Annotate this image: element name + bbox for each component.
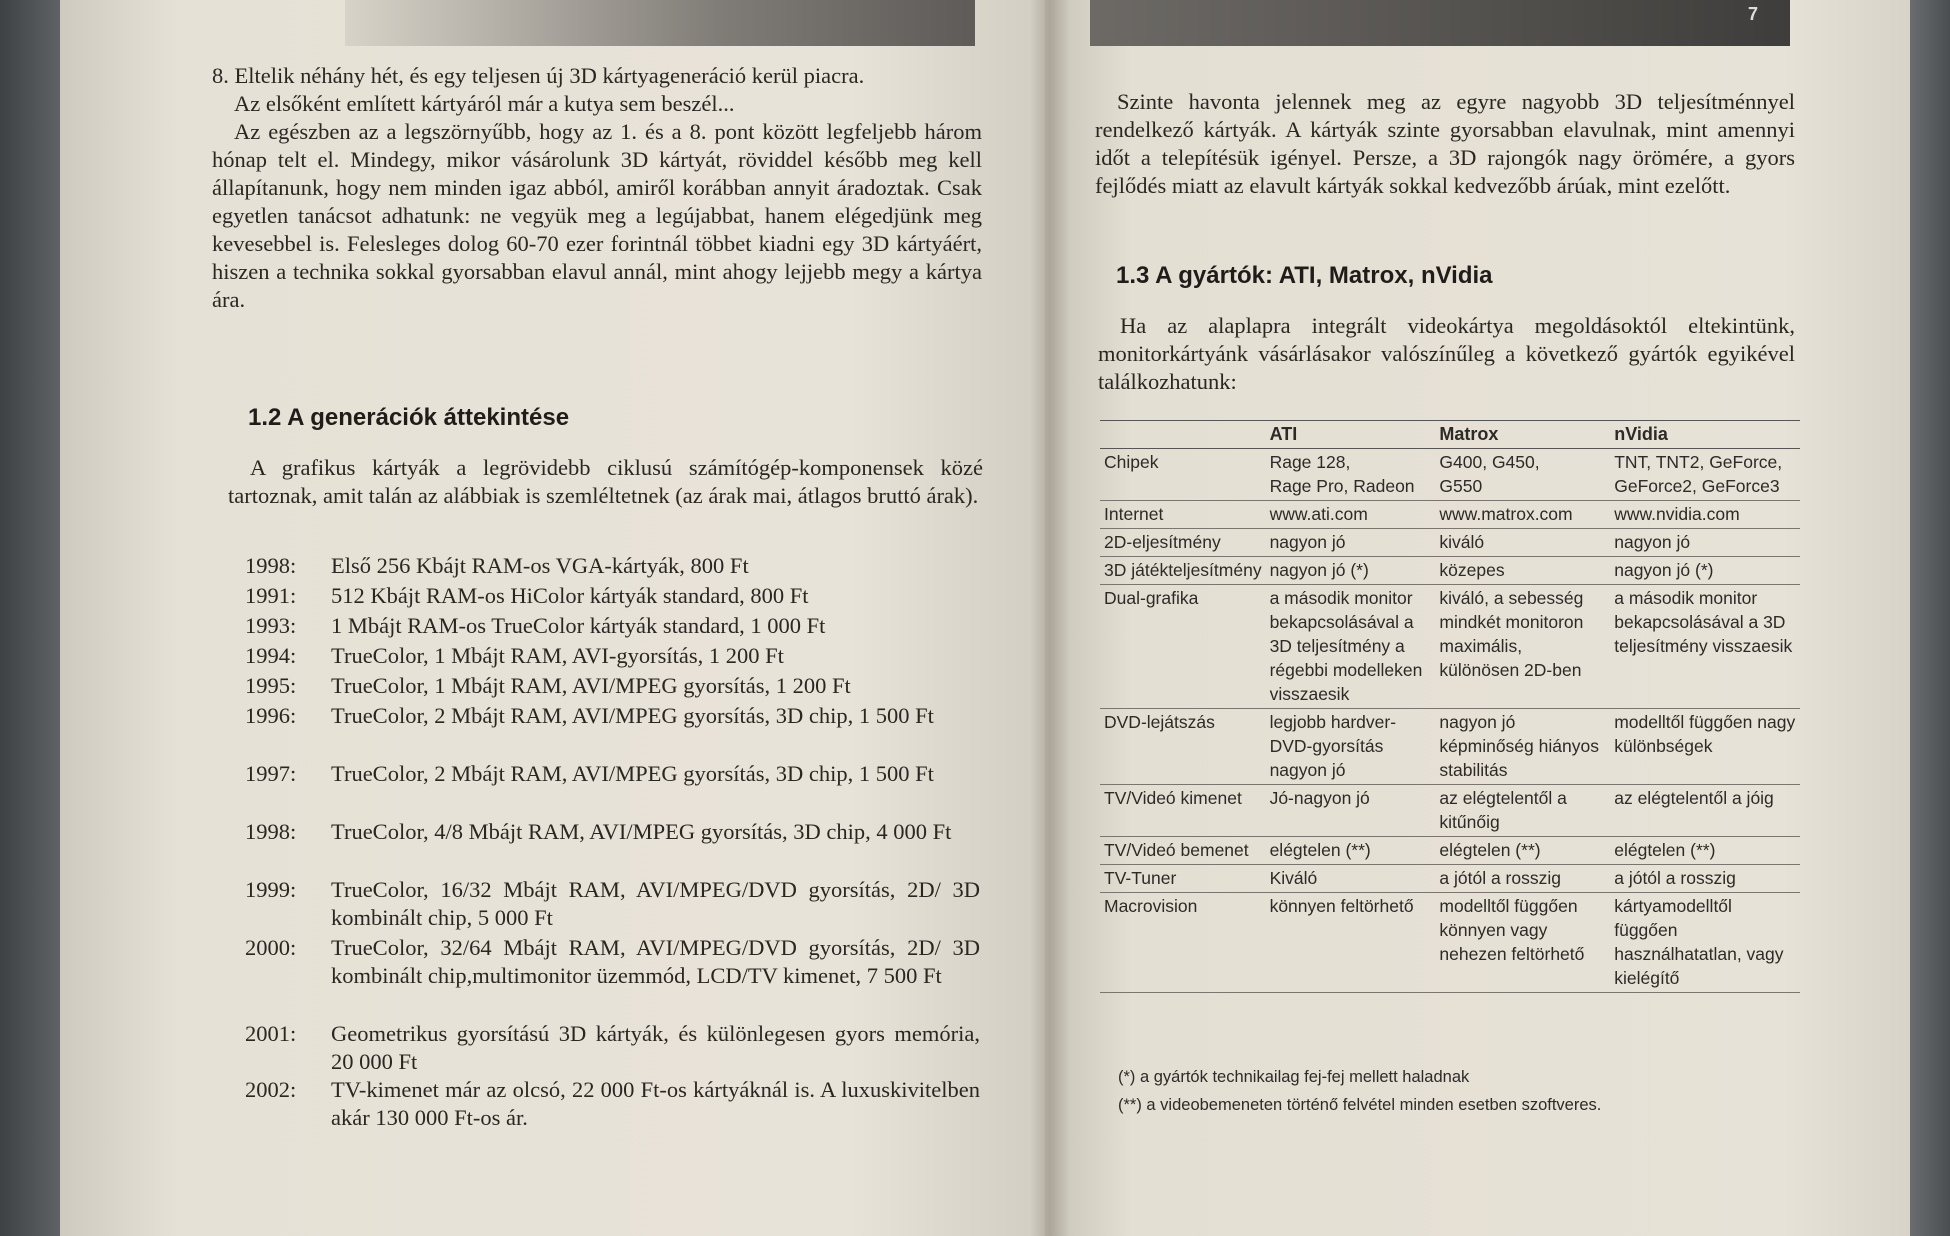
table-row xyxy=(1100,557,1800,585)
nvidia-cell: www.nvidia.com xyxy=(1610,501,1800,529)
timeline-year: 2000: xyxy=(245,935,297,960)
timeline-year: 1994: xyxy=(245,643,297,668)
section-1-2-title: 1.2 A generációk áttekintése xyxy=(248,404,570,431)
table-row xyxy=(1100,709,1800,785)
matrox-cell: modelltől függően könnyen vagy nehezen feltörhető xyxy=(1435,893,1610,993)
table-header-cell: nVidia xyxy=(1610,421,1800,449)
ati-cell: könnyen feltörhető xyxy=(1266,893,1436,993)
timeline-year: 1997: xyxy=(245,761,297,786)
matrox-cell: kiváló, a sebesség mindkét monitoron maximális, különösen 2D-ben xyxy=(1435,585,1610,709)
background-right xyxy=(1910,0,1950,1236)
row-label: TV-Tuner xyxy=(1100,865,1266,893)
table-header-row xyxy=(1100,421,1800,449)
table-header-cell xyxy=(1100,421,1266,449)
row-label: 2D-eljesítmény xyxy=(1100,529,1266,557)
right-header-bar xyxy=(1090,0,1790,46)
timeline-year: 1996: xyxy=(245,703,297,728)
ati-cell: legjobb hardver-DVD-gyorsítás nagyon jó xyxy=(1266,709,1436,785)
nvidia-cell: a második monitor bekapcsolásával a 3D teljesítmény visszaesik xyxy=(1610,585,1800,709)
timeline-text: TrueColor, 16/32 Mbájt RAM, AVI/MPEG/DVD gyorsítás, 2D/ 3D kombinált chip, 5 000 Ft xyxy=(331,877,980,930)
table-header-cell: ATI xyxy=(1266,421,1436,449)
timeline-year: 1991: xyxy=(245,583,297,608)
timeline-text: 512 Kbájt RAM-os HiColor kártyák standard, 800 Ft xyxy=(331,583,809,608)
table-header-cell: Matrox xyxy=(1435,421,1610,449)
page-number: 7 xyxy=(1748,4,1759,24)
timeline-year: 1995: xyxy=(245,673,297,698)
nvidia-cell: kártyamodelltől függően használhatatlan, vagy kielégítő xyxy=(1610,893,1800,993)
section-1-3-text: Ha az alaplapra integrált videokártya megoldásoktól eltekintünk, monitorkártyánk vásárlásakor valószínűleg a következő gyártók egyikével találkozhatunk: xyxy=(1098,313,1795,394)
row-label: 3D játékteljesítmény xyxy=(1100,557,1266,585)
timeline-year: 1998: xyxy=(245,553,297,578)
section-1-3-paragraph xyxy=(1098,312,1795,396)
background-left xyxy=(0,0,60,1236)
row-label: TV/Videó kimenet xyxy=(1100,785,1266,837)
matrox-cell: nagyon jó képminőség hiányos stabilitás xyxy=(1435,709,1610,785)
nvidia-cell: TNT, TNT2, GeForce, GeForce2, GeForce3 xyxy=(1610,449,1800,501)
ati-cell: nagyon jó xyxy=(1266,529,1436,557)
right-top-paragraph xyxy=(1095,88,1795,200)
footnote-1: (*) a gyártók technikailag fej-fej mellett haladnak xyxy=(1118,1068,1470,1086)
row-label: Macrovision xyxy=(1100,893,1266,993)
nvidia-cell: a jótól a rosszig xyxy=(1610,865,1800,893)
row-label: Dual-grafika xyxy=(1100,585,1266,709)
row-label: Chipek xyxy=(1100,449,1266,501)
timeline-year: 2001: xyxy=(245,1021,297,1046)
timeline-year: 2002: xyxy=(245,1077,297,1102)
row-label: TV/Videó bemenet xyxy=(1100,837,1266,865)
nvidia-cell: nagyon jó (*) xyxy=(1610,557,1800,585)
item-8-text: 8. Eltelik néhány hét, és egy teljesen új 3D kártyageneráció kerül piacra. xyxy=(212,63,865,88)
ati-cell: Kiváló xyxy=(1266,865,1436,893)
ati-cell: www.ati.com xyxy=(1266,501,1436,529)
matrox-cell: a jótól a rosszig xyxy=(1435,865,1610,893)
matrox-cell: www.matrox.com xyxy=(1435,501,1610,529)
table-row xyxy=(1100,837,1800,865)
intro-paragraph-2: Az elsőként említett kártyáról már a kutya sem beszél... xyxy=(234,91,735,116)
timeline-year: 1999: xyxy=(245,877,297,902)
timeline-year: 1998: xyxy=(245,819,297,844)
right-top-text: Szinte havonta jelennek meg az egyre nagyobb 3D teljesítménnyel rendelkező kártyák. A kártyák szinte gyorsabban elavulnak, mint amennyi időt a telepítésük igényel. Persze, a 3D rajongók nagy örömére, a gyors fejlődés miatt az elavult kártyák sokkal kedvezőbb árúak, mint ezelőtt. xyxy=(1095,89,1795,198)
nvidia-cell: az elégtelentől a jóig xyxy=(1610,785,1800,837)
ati-cell: elégtelen (**) xyxy=(1266,837,1436,865)
nvidia-cell: nagyon jó xyxy=(1610,529,1800,557)
table-row xyxy=(1100,501,1800,529)
intro-block xyxy=(212,62,982,314)
section-1-2-text: A grafikus kártyák a legrövidebb ciklusú számítógép-komponensek közé tartoznak, amit talán az alábbiak is szemléltetnek (az árak mai, átlagos bruttó árak). xyxy=(228,455,983,508)
matrox-cell: kiváló xyxy=(1435,529,1610,557)
timeline-text: TrueColor, 1 Mbájt RAM, AVI/MPEG gyorsítás, 1 200 Ft xyxy=(331,673,851,698)
matrox-cell: elégtelen (**) xyxy=(1435,837,1610,865)
nvidia-cell: elégtelen (**) xyxy=(1610,837,1800,865)
matrox-cell: G400, G450, G550 xyxy=(1435,449,1610,501)
matrox-cell: az elégtelentől a kitűnőig xyxy=(1435,785,1610,837)
ati-cell: Jó-nagyon jó xyxy=(1266,785,1436,837)
table-row xyxy=(1100,865,1800,893)
table-row xyxy=(1100,585,1800,709)
table-row xyxy=(1100,893,1800,993)
timeline-text: Geometrikus gyorsítású 3D kártyák, és különlegesen gyors memória, 20 000 Ft xyxy=(331,1021,980,1074)
intro-paragraph-3: Az egészben az a legszörnyűbb, hogy az 1. és a 8. pont között legfeljebb három hónap telt el. Mindegy, mikor vásárolunk 3D kártyát, röviddel később meg kell állapítanunk, hogy nem minden igaz abból, amiről korábban annyit áradoztak. Csak egyetlen tanácsot adhatunk: ne vegyük meg a legújabbat, hanem elégedjünk meg kevesebbel is. Felesleges dolog 60-70 ezer forintnál többet kiadni egy 3D kártyáért, hiszen a technika sokkal gyorsabban elavul annál, mint ahogy lejjebb megy a kártya ára. xyxy=(212,119,982,312)
timeline-text: TrueColor, 32/64 Mbájt RAM, AVI/MPEG/DVD gyorsítás, 2D/ 3D kombinált chip,multimonitor üzemmód, LCD/TV kimenet, 7 500 Ft xyxy=(331,935,980,988)
footnote-2: (**) a videobemeneten történő felvétel minden esetben szoftveres. xyxy=(1118,1096,1602,1114)
ati-cell: a második monitor bekapcsolásával a 3D teljesítmény a régebbi modelleken visszaesik xyxy=(1266,585,1436,709)
book-gutter xyxy=(1030,0,1070,1236)
row-label: Internet xyxy=(1100,501,1266,529)
timeline-text: TrueColor, 4/8 Mbájt RAM, AVI/MPEG gyorsítás, 3D chip, 4 000 Ft xyxy=(331,819,952,844)
manufacturer-table xyxy=(1100,420,1800,993)
ati-cell: nagyon jó (*) xyxy=(1266,557,1436,585)
nvidia-cell: modelltől függően nagy különbségek xyxy=(1610,709,1800,785)
ati-cell: Rage 128, Rage Pro, Radeon xyxy=(1266,449,1436,501)
matrox-cell: közepes xyxy=(1435,557,1610,585)
timeline-text: TV-kimenet már az olcsó, 22 000 Ft-os kártyáknál is. A luxuskivitelben akár 130 000 Ft-os ár. xyxy=(331,1077,980,1130)
left-header-bar xyxy=(345,0,975,46)
section-1-2-paragraph xyxy=(228,454,983,510)
timeline-text: TrueColor, 2 Mbájt RAM, AVI/MPEG gyorsítás, 3D chip, 1 500 Ft xyxy=(331,703,934,728)
table-row xyxy=(1100,449,1800,501)
table-row xyxy=(1100,785,1800,837)
row-label: DVD-lejátszás xyxy=(1100,709,1266,785)
timeline-text: TrueColor, 1 Mbájt RAM, AVI-gyorsítás, 1 200 Ft xyxy=(331,643,784,668)
timeline-year: 1993: xyxy=(245,613,297,638)
section-1-3-title: 1.3 A gyártók: ATI, Matrox, nVidia xyxy=(1116,262,1493,289)
timeline-text: 1 Mbájt RAM-os TrueColor kártyák standard, 1 000 Ft xyxy=(331,613,826,638)
table-row xyxy=(1100,529,1800,557)
timeline-text: Első 256 Kbájt RAM-os VGA-kártyák, 800 Ft xyxy=(331,553,749,578)
timeline-text: TrueColor, 2 Mbájt RAM, AVI/MPEG gyorsítás, 3D chip, 1 500 Ft xyxy=(331,761,934,786)
